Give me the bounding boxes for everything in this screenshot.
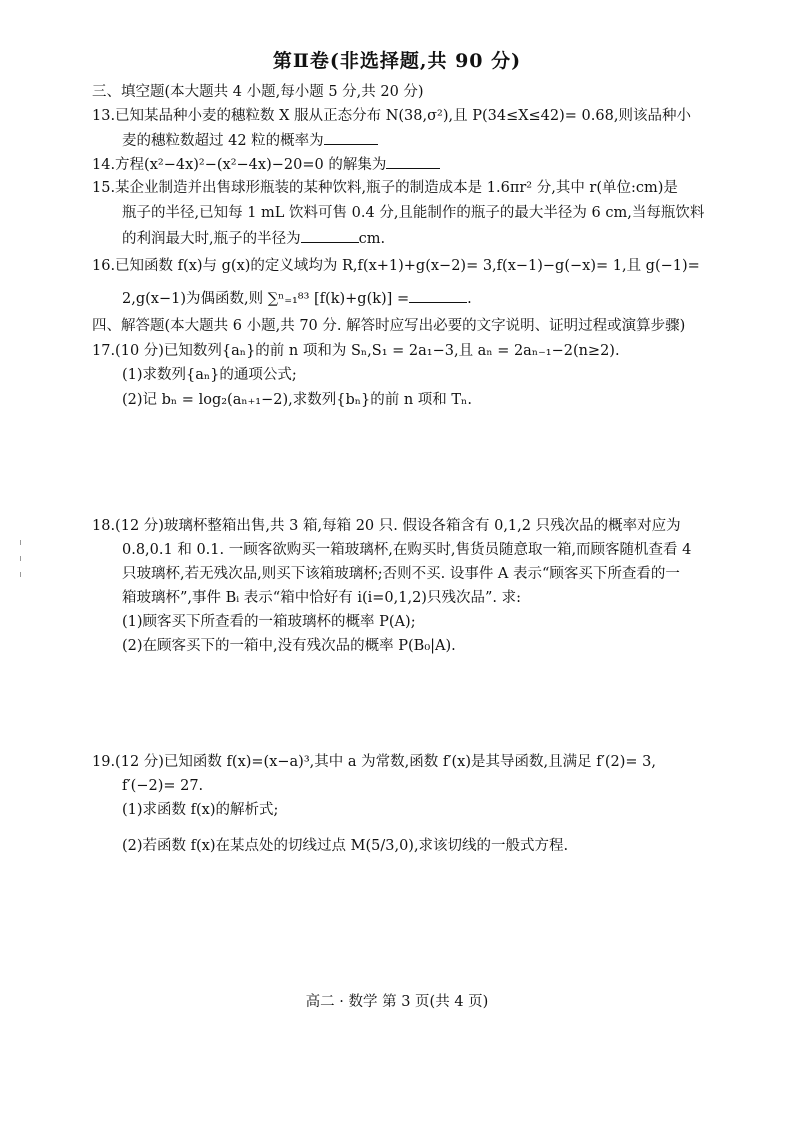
q14-line1	[92, 154, 440, 175]
q18-line2: 0.8,0.1 和 0.1. 一顾客欲购买一箱玻璃杯,在购买时,售货员随意取一箱,而顾客随机查看 4	[122, 542, 692, 558]
q15-text: 的利润最大时,瓶子的半径为	[122, 231, 301, 247]
answer-blank	[409, 288, 467, 303]
answer-blank	[301, 228, 359, 243]
q16-text: 2,g(x−1)为偶函数,则 ∑ⁿ₌₁⁸³ [f(k)+g(k)] =	[122, 291, 410, 307]
q18-line4: 箱玻璃杯”,事件 Bᵢ 表示“箱中恰好有 i(i=0,1,2)只残次品”. 求:	[122, 590, 521, 606]
section-heading-solve: 四、解答题(本大题共 6 小题,共 70 分. 解答时应写出必要的文字说明、证明过程或演算步骤)	[92, 318, 686, 334]
q18-line3: 只玻璃杯,若无残次品,则买下该箱玻璃杯;否则不买. 设事件 A 表示“顾客买下所查看的一	[122, 566, 680, 582]
q15-line2: 瓶子的半径,已知每 1 mL 饮料可售 0.4 分,且能制作的瓶子的最大半径为 6 cm,当每瓶饮料	[122, 205, 705, 221]
q18-part2: (2)在顾客买下的一箱中,没有残次品的概率 P(B₀|A).	[122, 638, 456, 654]
q19-part1: (1)求函数 f(x)的解析式;	[122, 802, 279, 818]
q17-part2: (2)记 bₙ = log₂(aₙ₊₁−2),求数列{bₙ}的前 n 项和 Tₙ.	[122, 392, 472, 408]
q15-unit: cm.	[358, 231, 386, 247]
section-heading-fill-blank: 三、填空题(本大题共 4 小题,每小题 5 分,共 20 分)	[92, 84, 424, 100]
answer-blank	[386, 154, 440, 169]
q19-line1: 19.(12 分)已知函数 f(x)=(x−a)³,其中 a 为常数,函数 f′(x)是其导函数,且满足 f′(2)= 3,	[92, 754, 656, 770]
q13-line2	[122, 130, 378, 151]
answer-blank	[324, 130, 378, 145]
page-title: 第Ⅱ卷(非选择题,共 90 分)	[272, 50, 522, 72]
q17-part1: (1)求数列{aₙ}的通项公式;	[122, 367, 297, 383]
page-footer: 高二 · 数学 第 3 页(共 4 页)	[305, 994, 489, 1010]
q13-text: 麦的穗粒数超过 42 粒的概率为	[122, 133, 324, 149]
q15-line3	[122, 228, 385, 249]
q17-line1: 17.(10 分)已知数列{aₙ}的前 n 项和为 Sₙ,S₁ = 2a₁−3,且 aₙ = 2aₙ₋₁−2(n≥2).	[92, 343, 620, 359]
q18-line1: 18.(12 分)玻璃杯整箱出售,共 3 箱,每箱 20 只. 假设各箱含有 0,1,2 只残次品的概率对应为	[92, 518, 681, 534]
scan-mark	[20, 572, 21, 577]
q16-line2	[122, 288, 472, 309]
scan-mark	[20, 540, 21, 545]
q15-line1: 15.某企业制造并出售球形瓶装的某种饮料,瓶子的制造成本是 1.6πr² 分,其中 r(单位:cm)是	[92, 180, 678, 196]
q16-end: .	[467, 291, 472, 307]
q19-part2: (2)若函数 f(x)在某点处的切线过点 M(5/3,0),求该切线的一般式方程.	[122, 838, 569, 854]
q16-line1: 16.已知函数 f(x)与 g(x)的定义域均为 R,f(x+1)+g(x−2)= 3,f(x−1)−g(−x)= 1,且 g(−1)=	[92, 258, 700, 274]
q18-part1: (1)顾客买下所查看的一箱玻璃杯的概率 P(A);	[122, 614, 416, 630]
scan-mark	[20, 556, 21, 561]
q19-line2: f′(−2)= 27.	[122, 778, 204, 794]
q14-text: 14.方程(x²−4x)²−(x²−4x)−20=0 的解集为	[92, 157, 387, 173]
q13-line1: 13.已知某品种小麦的穗粒数 X 服从正态分布 N(38,σ²),且 P(34≤X≤42)= 0.68,则该品种小	[92, 108, 691, 124]
